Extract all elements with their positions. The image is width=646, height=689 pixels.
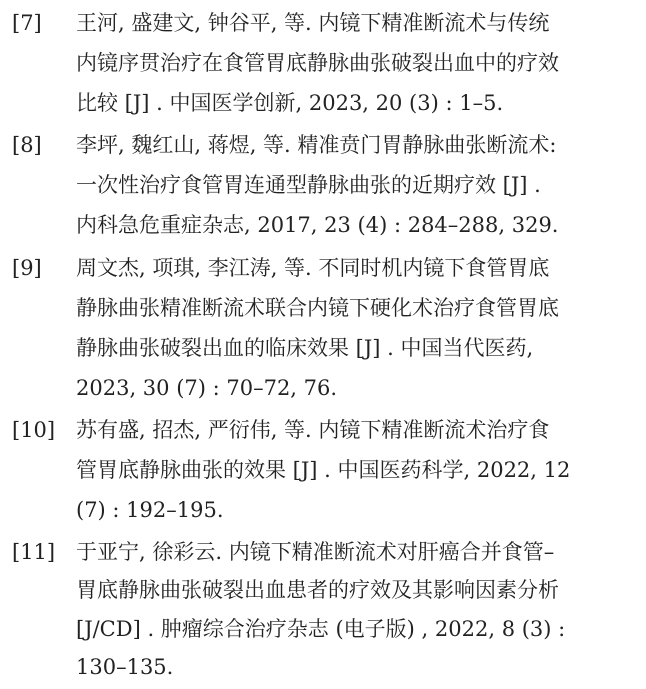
reference-text-line: 于亚宁, 徐彩云. 内镜下精准断流术对肝癌合并食管–: [76, 540, 555, 564]
reference-number: [11]: [12, 540, 56, 564]
reference-text-line: 内镜序贯治疗在食管胃底静脉曲张破裂出血中的疗效: [76, 51, 559, 75]
reference-number: [9]: [12, 256, 42, 280]
reference-number: [10]: [12, 418, 56, 442]
reference-text-line: 静脉曲张破裂出血的临床效果 [J] . 中国当代医药,: [76, 336, 534, 360]
reference-text-line: 静脉曲张精准断流术联合内镜下硬化术治疗食管胃底: [76, 296, 559, 320]
reference-text-line: 比较 [J] . 中国医学创新, 2023, 20 (3) : 1–5.: [76, 91, 504, 115]
reference-text-line: 王河, 盛建文, 钟谷平, 等. 内镜下精准断流术与传统: [76, 11, 550, 35]
reference-text-line: 李坪, 魏红山, 蒋煜, 等. 精准贲门胃静脉曲张断流术:: [76, 133, 557, 157]
reference-text-line: 苏有盛, 招杰, 严衍伟, 等. 内镜下精准断流术治疗食: [76, 418, 550, 442]
reference-text-line: 内科急危重症杂志, 2017, 23 (4) : 284–288, 329.: [76, 213, 559, 237]
reference-text-line: 管胃底静脉曲张的效果 [J] . 中国医药科学, 2022, 12: [76, 458, 571, 482]
reference-text-line: 130–135.: [76, 655, 174, 679]
reference-text-line: [J/CD] . 肿瘤综合治疗杂志 (电子版) , 2022, 8 (3) :: [76, 617, 566, 641]
reference-number: [8]: [12, 133, 42, 157]
reference-text-line: 2023, 30 (7) : 70–72, 76.: [76, 376, 338, 400]
reference-number: [7]: [12, 11, 42, 35]
reference-text-line: 周文杰, 项琪, 李江涛, 等. 不同时机内镜下食管胃底: [76, 256, 550, 280]
reference-text-line: 胃底静脉曲张破裂出血患者的疗效及其影响因素分析: [76, 578, 559, 602]
reference-text-line: 一次性治疗食管胃连通型静脉曲张的近期疗效 [J] .: [76, 173, 541, 197]
reference-text-line: (7) : 192–195.: [76, 498, 224, 522]
